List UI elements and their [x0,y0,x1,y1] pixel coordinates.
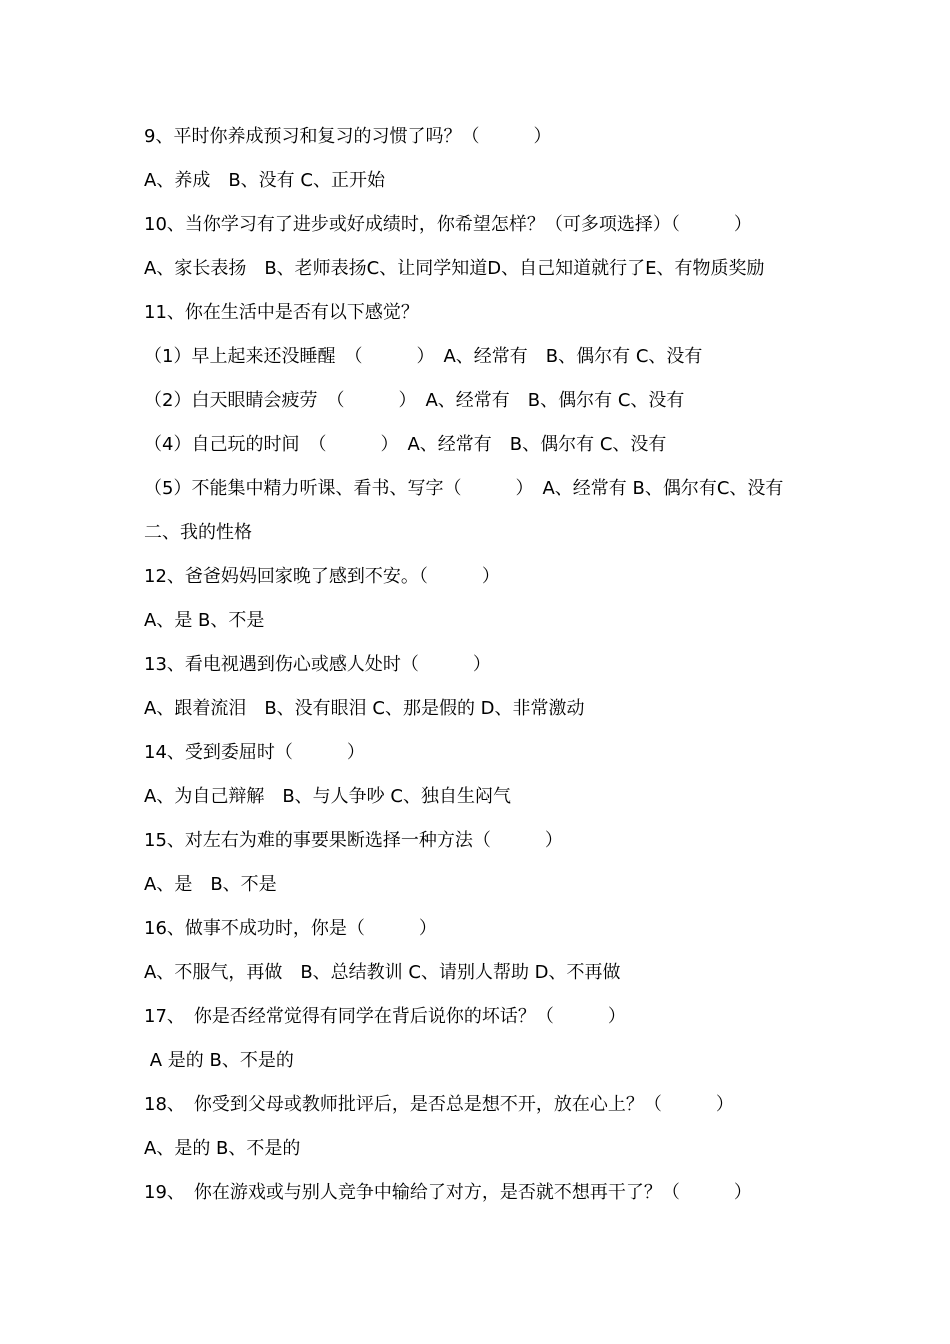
question-19: 19、 你在游戏或与别人竞争中输给了对方，是否就不想再干了？（ ） [144,1182,752,1203]
section-heading-personality: 二、我的性格 [144,522,252,543]
question-18-options: A、是的 B、不是的 [144,1138,301,1159]
question-16-options: A、不服气，再做 B、总结教训 C、请别人帮助 D、不再做 [144,962,621,983]
question-12-options: A、是 B、不是 [144,610,265,631]
question-17: 17、 你是否经常觉得有同学在背后说你的坏话？（ ） [144,1006,626,1027]
question-11-item-2: （2）白天眼睛会疲劳 （ ） A、经常有 B、偶尔有 C、没有 [144,390,685,411]
question-10: 10、当你学习有了进步或好成绩时，你希望怎样？（可多项选择）（ ） [144,214,752,235]
question-18: 18、 你受到父母或教师批评后，是否总是想不开，放在心上？（ ） [144,1094,734,1115]
question-12: 12、爸爸妈妈回家晚了感到不安。（ ） [144,566,500,587]
question-11-item-4: （4）自己玩的时间 （ ） A、经常有 B、偶尔有 C、没有 [144,434,667,455]
question-17-options: A 是的 B、不是的 [144,1050,294,1071]
question-16: 16、做事不成功时，你是（ ） [144,918,437,939]
question-15: 15、对左右为难的事要果断选择一种方法（ ） [144,830,563,851]
question-11: 11、你在生活中是否有以下感觉？ [144,302,419,323]
question-14-options: A、为自己辩解 B、与人争吵 C、独自生闷气 [144,786,511,807]
question-15-options: A、是 B、不是 [144,874,277,895]
question-14: 14、受到委屈时（ ） [144,742,365,763]
question-11-item-1: （1）早上起来还没睡醒 （ ） A、经常有 B、偶尔有 C、没有 [144,346,703,367]
question-9-options: A、养成 B、没有 C、正开始 [144,170,385,191]
question-11-item-5: （5）不能集中精力听课、看书、写字（ ） A、经常有 B、偶尔有C、没有 [144,478,784,499]
question-9: 9、平时你养成预习和复习的习惯了吗？（ ） [144,126,552,147]
question-10-options: A、家长表扬 B、老师表扬C、让同学知道D、自己知道就行了E、有物质奖励 [144,258,765,279]
question-13: 13、看电视遇到伤心或感人处时（ ） [144,654,491,675]
question-13-options: A、跟着流泪 B、没有眼泪 C、那是假的 D、非常激动 [144,698,585,719]
